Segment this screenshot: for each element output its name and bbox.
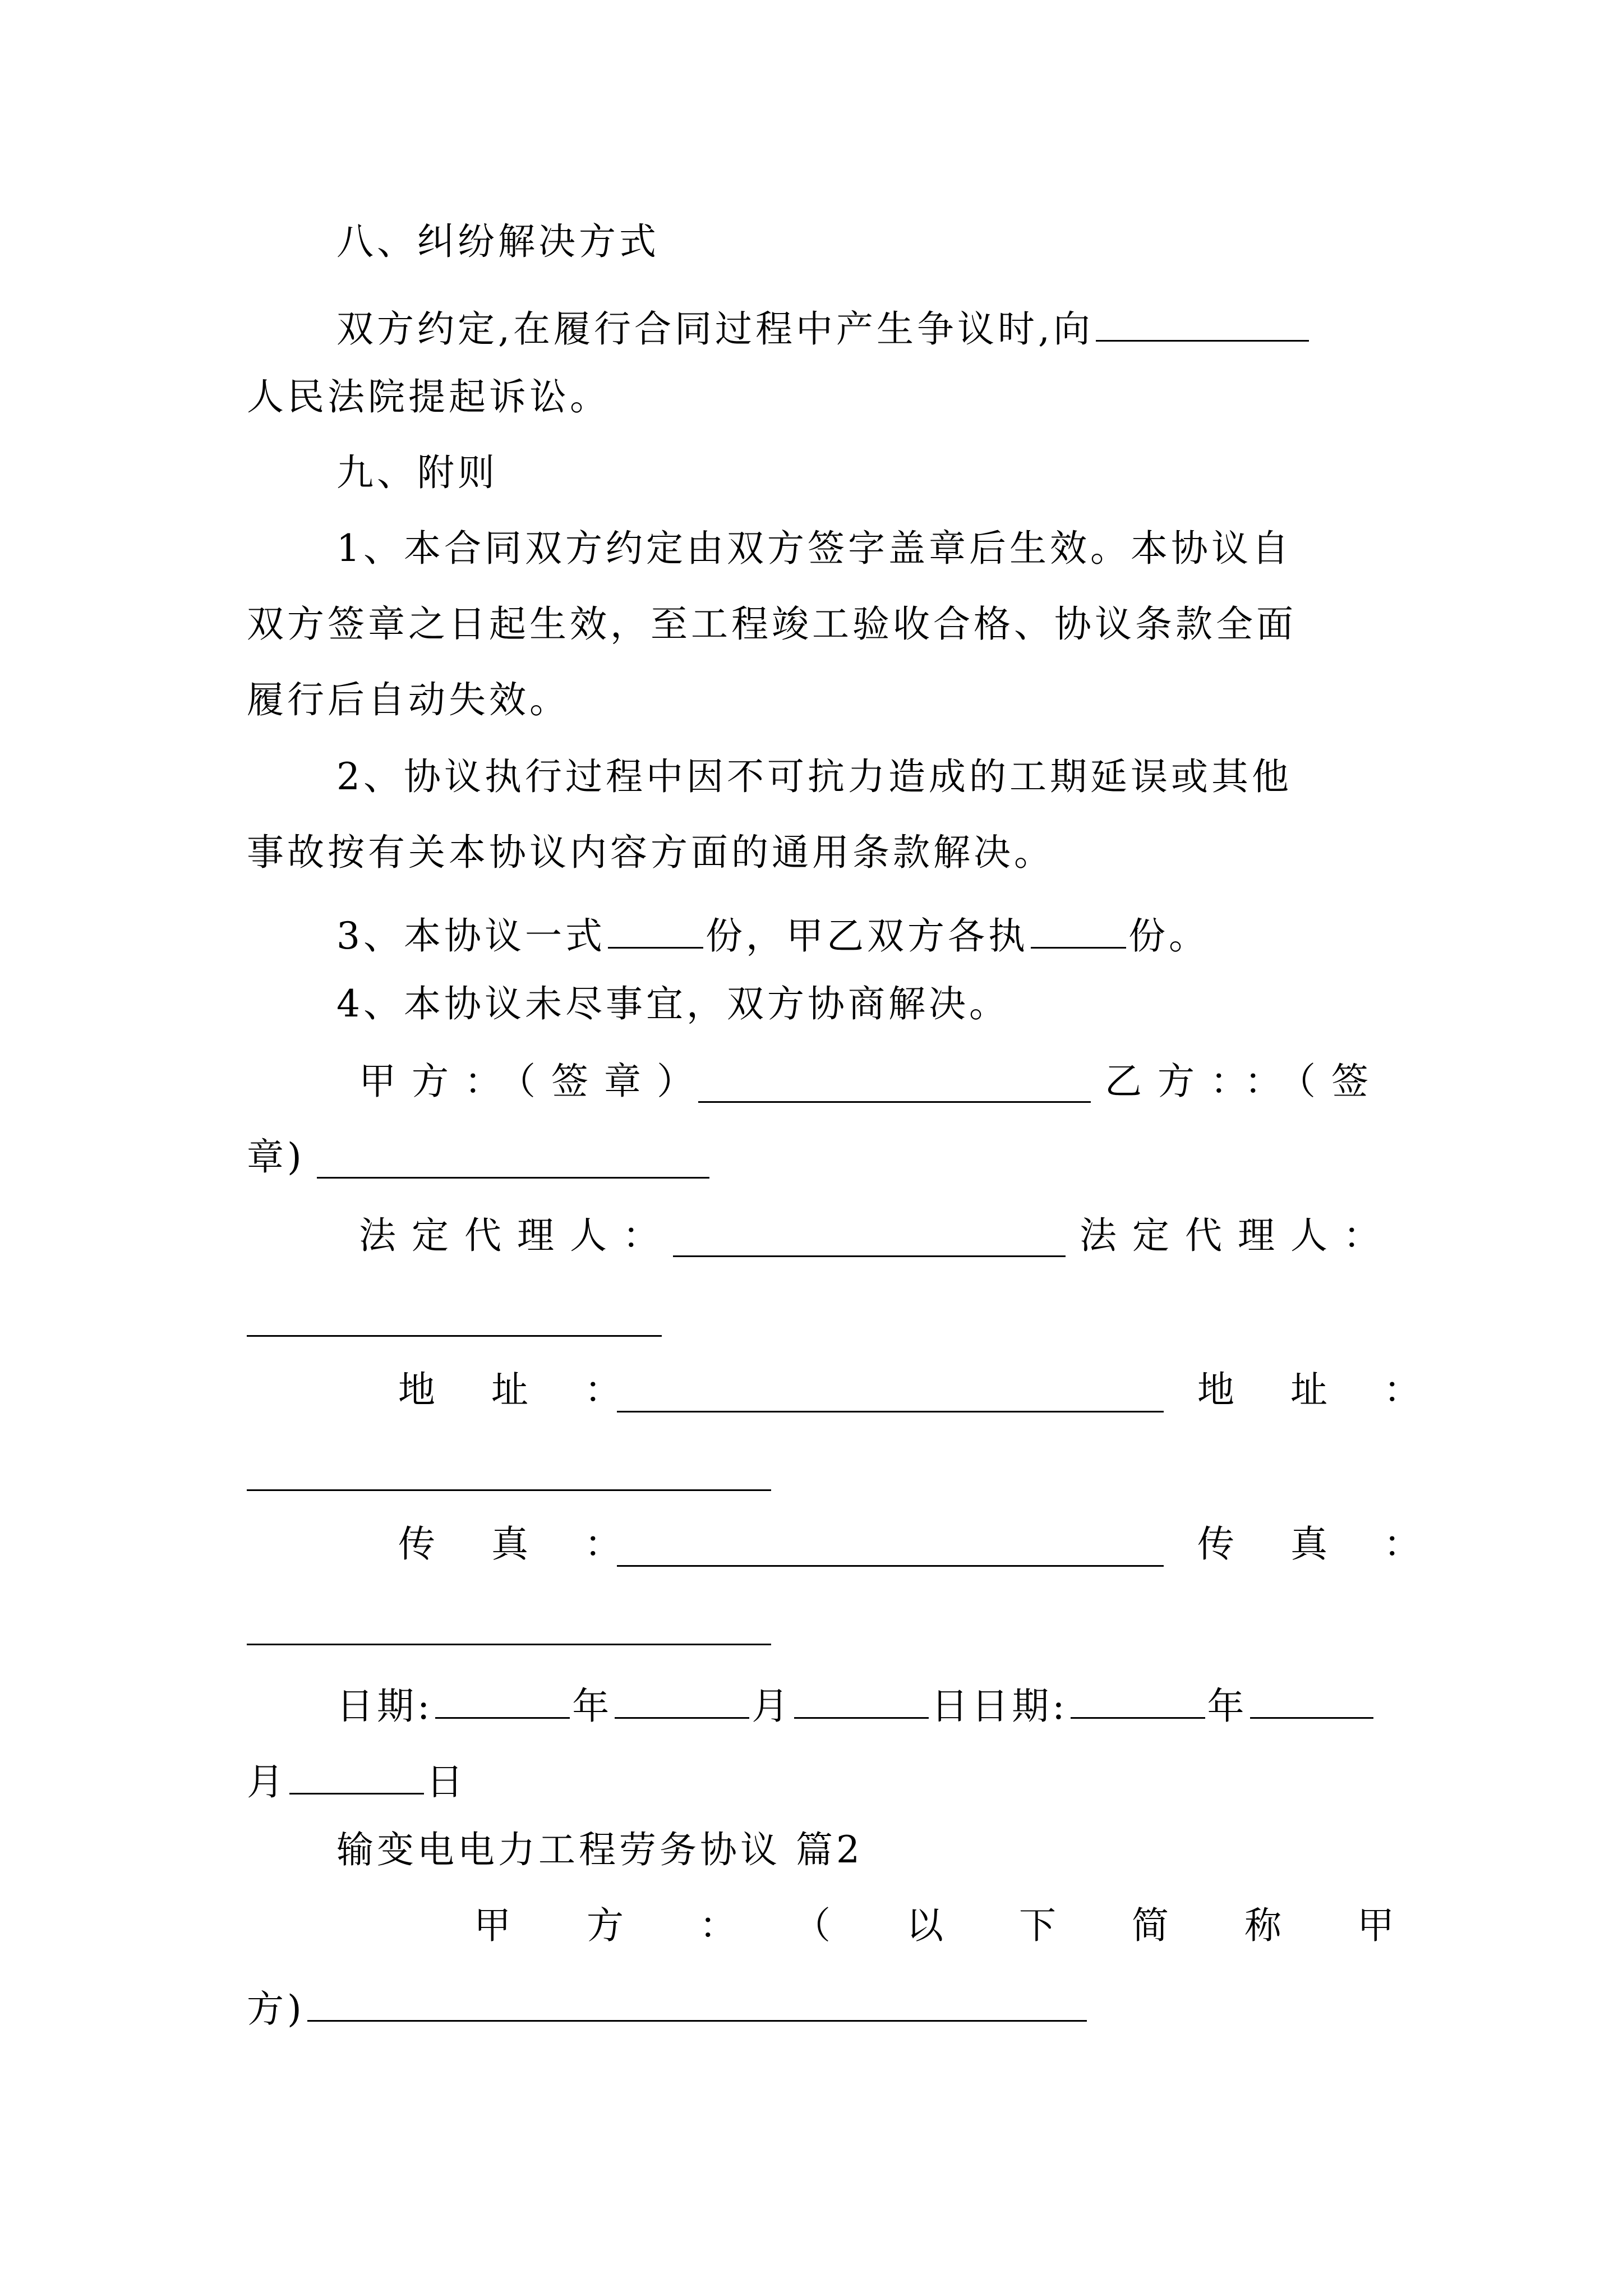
address-a-label: 地址： — [398, 1368, 677, 1411]
month-b-label: 月 — [247, 1760, 287, 1803]
fax-a-blank — [617, 1565, 1164, 1567]
party-b-sign-blank — [317, 1177, 709, 1179]
clause-1-line-1: 1、本合同双方约定由双方签字盖章后生效。本协议自 — [336, 527, 1292, 570]
date-line-cont — [247, 1756, 467, 1801]
part-2-title: 输变电电力工程劳务协议 篇2 — [336, 1828, 863, 1871]
day-date-b-label: 日日期: — [931, 1685, 1068, 1728]
date-line — [336, 1680, 1376, 1728]
clause-3-text-c: 份。 — [1128, 914, 1209, 958]
clause-3 — [336, 910, 1209, 958]
day-a-blank — [794, 1680, 929, 1719]
agent-b-label: 法定代理人： — [1080, 1214, 1396, 1257]
copies-each-blank — [1031, 910, 1126, 949]
court-name-blank — [1096, 303, 1309, 342]
dispute-clause-text: 双方约定,在履行合同过程中产生争议时,向 — [336, 307, 1094, 351]
clause-2-line-1: 2、协议执行过程中因不可抗力造成的工期延误或其他 — [336, 755, 1292, 798]
address-b-label: 地址： — [1197, 1368, 1477, 1411]
party-a-sign-blank — [698, 1101, 1091, 1103]
day-b-blank — [289, 1756, 424, 1795]
section-8-heading: 八、纠纷解决方式 — [336, 220, 660, 263]
clause-2-line-2: 事故按有关本协议内容方面的通用条款解决。 — [247, 831, 1054, 874]
party-a-sign-label: 甲方：（签章） — [359, 1060, 709, 1103]
agent-a-label: 法定代理人： — [359, 1214, 675, 1257]
clause-1-line-2: 双方签章之日起生效，至工程竣工验收合格、协议条款全面 — [247, 602, 1297, 646]
clause-3-text-a: 3、本协议一式 — [336, 914, 606, 958]
part-2-party-a-cont-text: 方) — [247, 1987, 305, 2031]
agent-b-blank — [247, 1335, 662, 1337]
part-2-party-a-blank — [307, 1983, 1087, 2022]
fax-b-blank — [247, 1644, 771, 1645]
agent-a-blank — [673, 1255, 1066, 1257]
day-b-label: 日 — [426, 1760, 467, 1803]
year-b-blank — [1071, 1680, 1205, 1719]
year-a-label: 年 — [572, 1685, 613, 1728]
clause-3-text-b: 份，甲乙双方各执 — [706, 914, 1029, 958]
section-9-heading: 九、附则 — [336, 451, 498, 494]
dispute-clause-line-2: 人民法院提起诉讼。 — [247, 375, 610, 418]
fax-b-label: 传真： — [1197, 1522, 1477, 1566]
address-a-blank — [617, 1411, 1164, 1412]
year-b-label: 年 — [1207, 1685, 1248, 1728]
month-a-blank — [615, 1680, 749, 1719]
clause-4: 4、本协议未尽事宜，双方协商解决。 — [336, 982, 1009, 1025]
clause-1-line-3: 履行后自动失效。 — [247, 678, 570, 721]
dispute-clause-line-1 — [336, 303, 1311, 351]
party-b-sign-label: 乙方：：（签 — [1105, 1060, 1384, 1103]
date-a-label: 日期: — [336, 1685, 434, 1728]
address-b-blank — [247, 1489, 771, 1491]
year-a-blank — [435, 1680, 570, 1719]
copies-total-blank — [608, 910, 703, 949]
fax-a-label: 传真： — [398, 1522, 677, 1566]
month-a-label: 月 — [751, 1685, 792, 1728]
month-b-blank — [1250, 1680, 1373, 1719]
party-b-sign-cont: 章) — [247, 1135, 305, 1179]
part-2-party-a-cont — [247, 1983, 1089, 2031]
part-2-party-a-label: 甲方：（以下简称甲 — [474, 1904, 1470, 1947]
